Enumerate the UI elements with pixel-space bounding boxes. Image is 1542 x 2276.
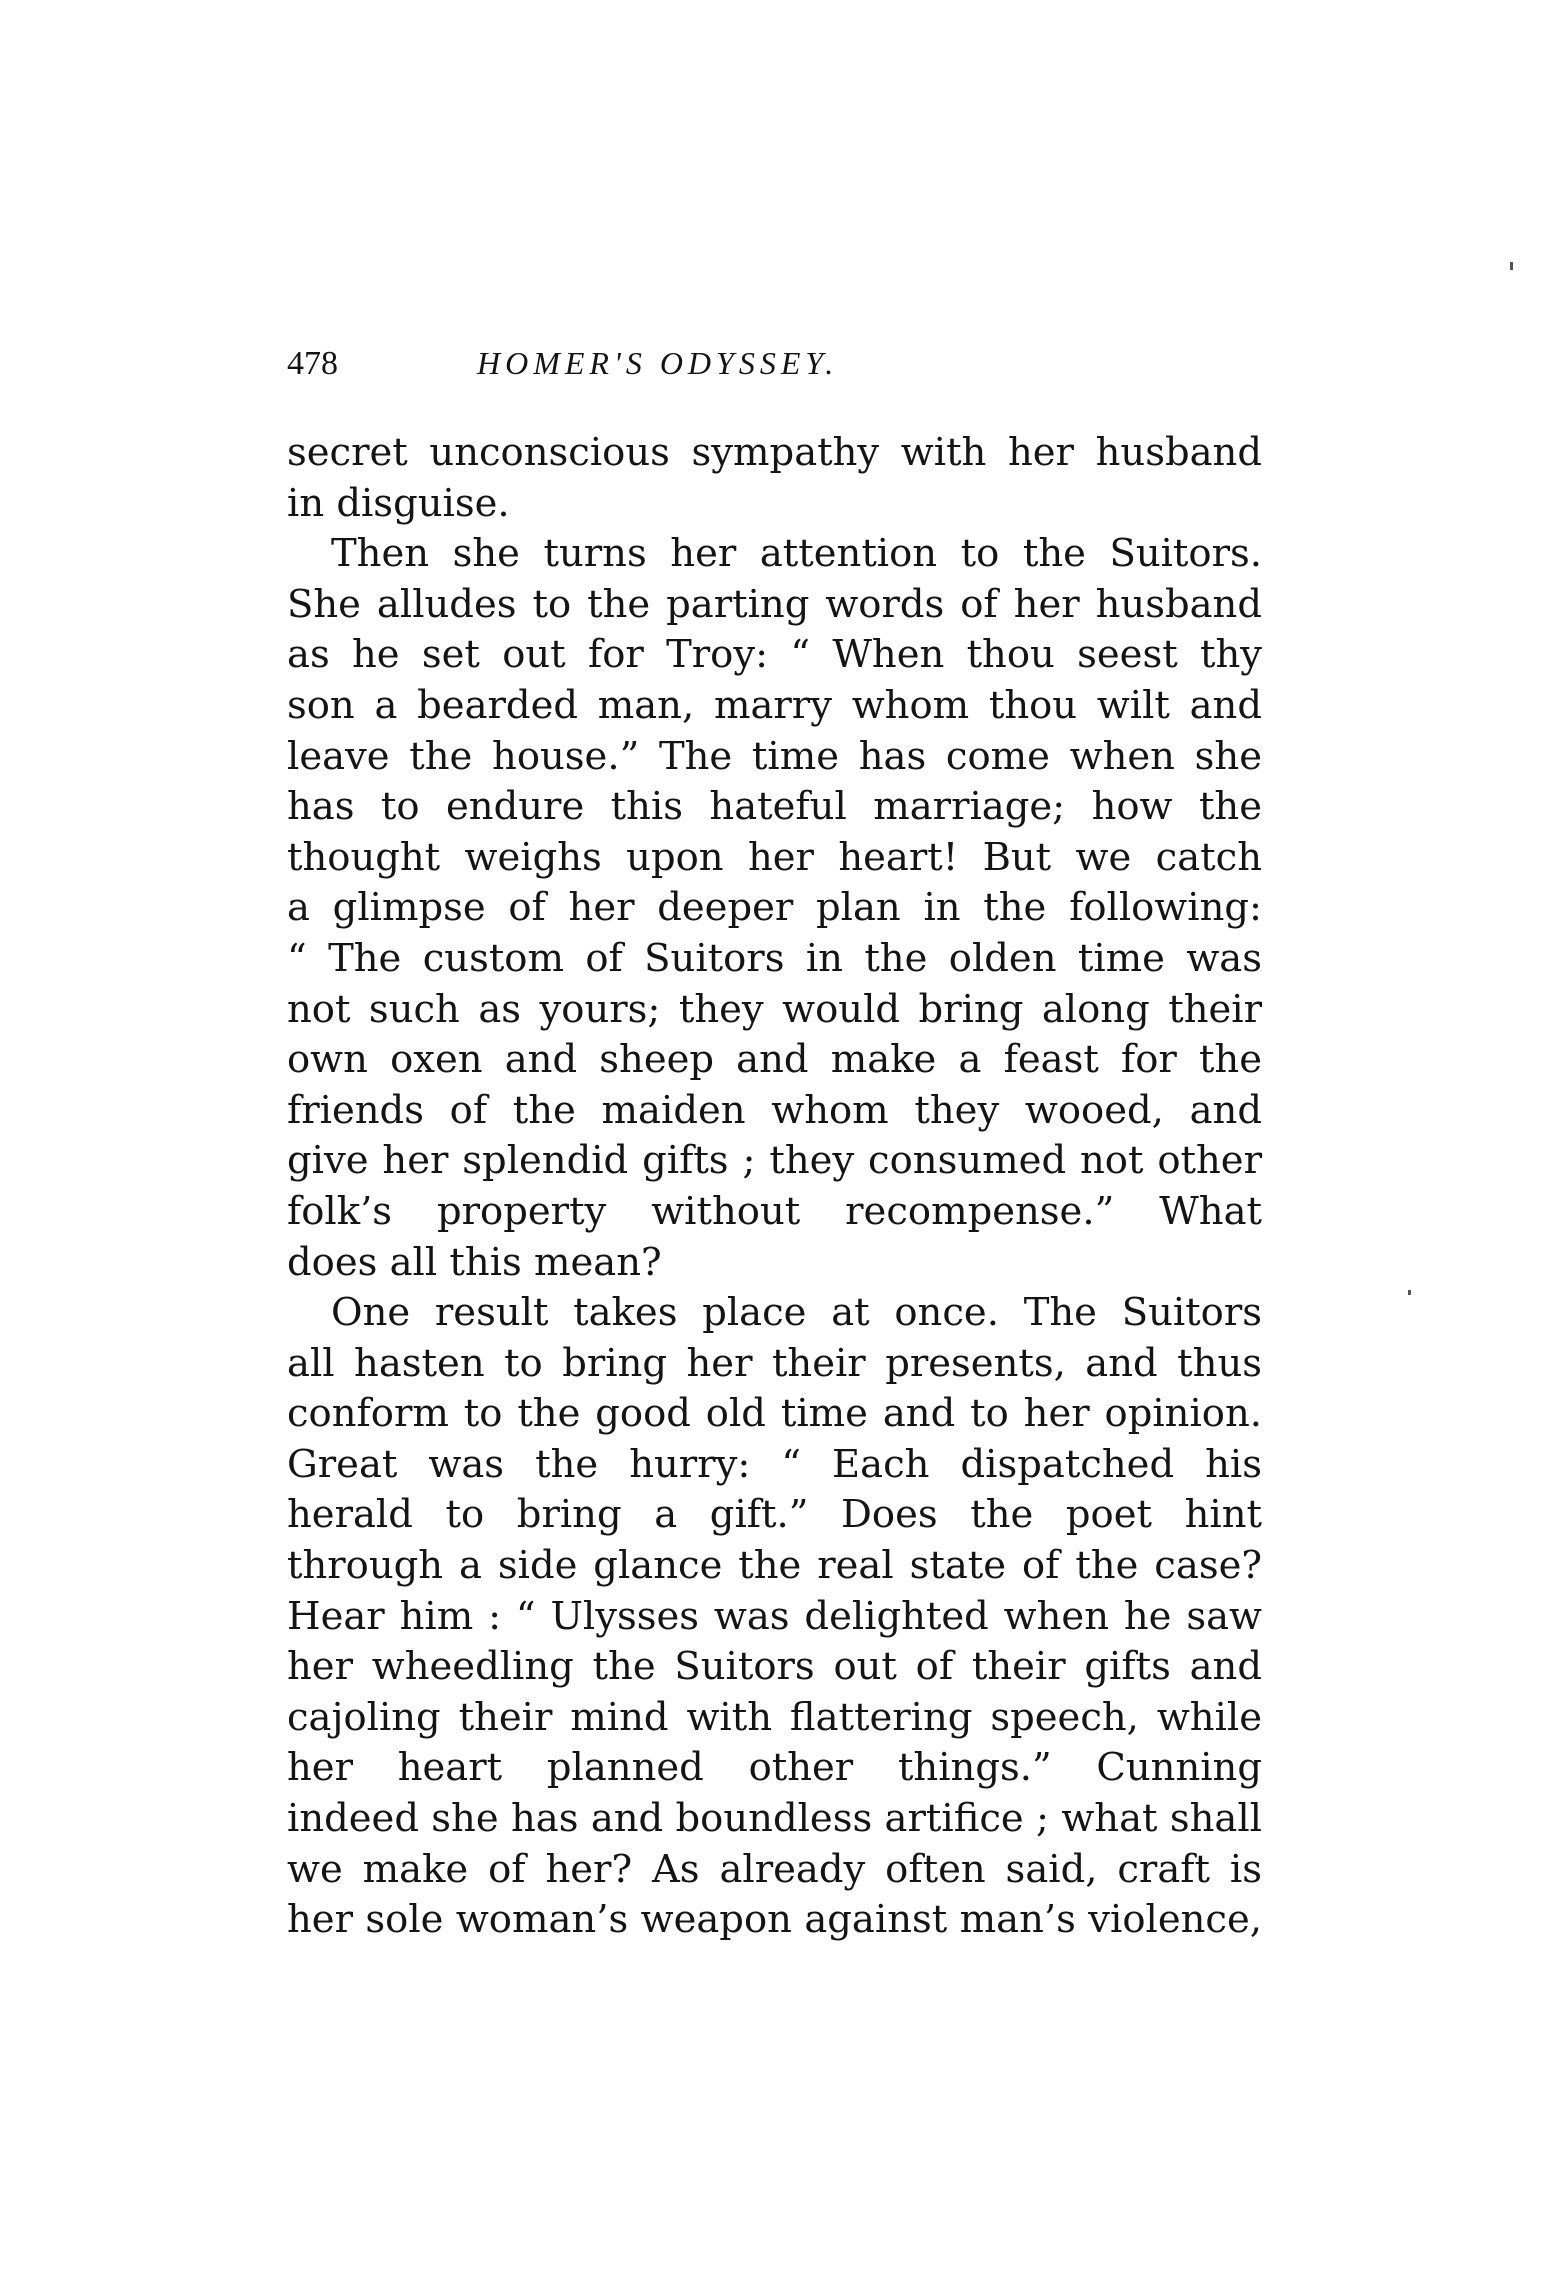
text-line: own oxen and sheep and make a feast for the bbox=[287, 1037, 1262, 1083]
text-line: “ The custom of Suitors in the olden time was bbox=[287, 935, 1262, 981]
text-line: son a bearded man, marry whom thou wilt and bbox=[287, 682, 1262, 728]
text-line: friends of the maiden whom they wooed, and bbox=[287, 1087, 1262, 1133]
text-line: in disguise. bbox=[287, 480, 510, 526]
text-line: has to endure this hateful marriage; how the bbox=[287, 784, 1262, 830]
running-head: HOMER'S ODYSSEY. bbox=[477, 345, 839, 381]
text-line: through a side glance the real state of the case? bbox=[287, 1543, 1262, 1589]
text-line: Great was the hurry: “ Each dispatched his bbox=[287, 1441, 1262, 1487]
text-line: She alludes to the parting words of her husband bbox=[287, 581, 1262, 627]
margin-speck bbox=[1408, 1290, 1411, 1295]
text-line: her wheedling the Suitors out of their gifts and bbox=[287, 1644, 1262, 1690]
text-line: Hear him : “ Ulysses was delighted when he saw bbox=[287, 1593, 1262, 1639]
text-line: all hasten to bring her their presents, and thus bbox=[287, 1340, 1262, 1386]
text-line: her sole woman’s weapon against man’s violence, bbox=[287, 1897, 1262, 1943]
text-line: secret unconscious sympathy with her husband bbox=[287, 430, 1262, 475]
text-line: folk’s property without recompense.” What bbox=[287, 1188, 1262, 1234]
page-number: 478 bbox=[287, 345, 338, 382]
text-line: thought weighs upon her heart! But we catch bbox=[287, 834, 1262, 880]
text-line: does all this mean? bbox=[287, 1239, 662, 1285]
text-line: as he set out for Troy: “ When thou seest thy bbox=[287, 632, 1262, 678]
text-line: cajoling their mind with flattering speech, while bbox=[287, 1694, 1262, 1740]
text-line: leave the house.” The time has come when she bbox=[287, 733, 1262, 779]
text-line: we make of her? As already often said, craft is bbox=[287, 1846, 1262, 1892]
text-line: indeed she has and boundless artifice ; what shall bbox=[287, 1796, 1262, 1842]
text-line: a glimpse of her deeper plan in the following: bbox=[287, 885, 1262, 931]
text-line: give her splendid gifts ; they consumed not other bbox=[287, 1138, 1262, 1184]
text-line: her heart planned other things.” Cunning bbox=[287, 1745, 1262, 1791]
text-line: One result takes place at once. The Suitors bbox=[331, 1290, 1262, 1336]
body-text bbox=[287, 428, 1262, 1946]
margin-speck bbox=[1510, 262, 1513, 270]
page-header bbox=[287, 345, 1262, 405]
text-line: Then she turns her attention to the Suitors. bbox=[331, 531, 1262, 577]
text-line: conform to the good old time and to her opinion. bbox=[287, 1391, 1262, 1437]
text-line: herald to bring a gift.” Does the poet hint bbox=[287, 1492, 1262, 1538]
text-line: not such as yours; they would bring along their bbox=[287, 986, 1262, 1032]
